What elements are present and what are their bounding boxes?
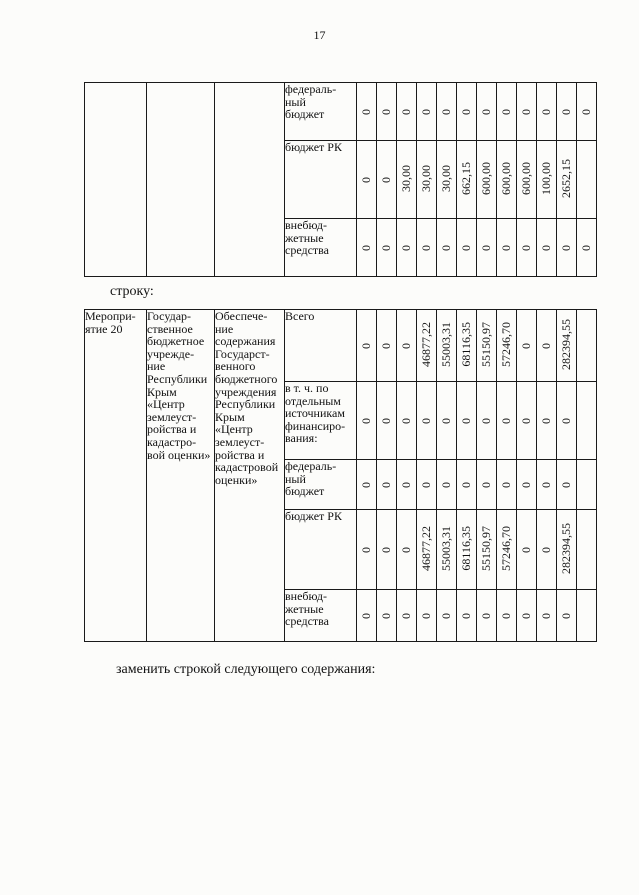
- value-text: 600,00: [519, 161, 534, 195]
- value-text: 0: [539, 343, 554, 350]
- value-cell: [357, 382, 377, 460]
- value-text: 0: [479, 418, 494, 425]
- value-text: 0: [359, 613, 374, 620]
- value-cell: [497, 83, 517, 141]
- value-text: 55150,97: [479, 321, 494, 367]
- value-text: 0: [459, 245, 474, 252]
- value-text: 57246,70: [499, 321, 514, 367]
- value-text: 0: [499, 245, 514, 252]
- value-text: 0: [419, 613, 434, 620]
- value-cell: [397, 590, 417, 642]
- value-cell: [577, 141, 597, 219]
- value-cell: [437, 510, 457, 590]
- value-text: 600,00: [499, 161, 514, 195]
- value-text: 0: [459, 613, 474, 620]
- value-cell: [577, 460, 597, 510]
- value-text: 0: [379, 418, 394, 425]
- value-cell: [557, 510, 577, 590]
- value-cell: [377, 382, 397, 460]
- value-cell: [457, 141, 477, 219]
- value-cell: [557, 382, 577, 460]
- table-previous-rows: [84, 82, 597, 277]
- value-cell: [557, 310, 577, 382]
- value-cell: [557, 460, 577, 510]
- value-text: 0: [519, 418, 534, 425]
- value-text: 0: [419, 418, 434, 425]
- value-text: 0: [519, 109, 534, 116]
- value-text: 0: [439, 613, 454, 620]
- value-text: 0: [579, 109, 594, 116]
- value-text: 57246,70: [499, 525, 514, 571]
- value-cell: [457, 310, 477, 382]
- value-cell: [457, 83, 477, 141]
- value-text: 46877,22: [419, 525, 434, 571]
- value-cell: [477, 382, 497, 460]
- value-cell: [557, 83, 577, 141]
- value-text: 30,00: [419, 164, 434, 192]
- value-cell: [457, 382, 477, 460]
- value-text: 0: [359, 245, 374, 252]
- value-text: 0: [359, 482, 374, 489]
- value-text: 0: [499, 613, 514, 620]
- value-cell: [477, 141, 497, 219]
- empty-cell: [215, 83, 285, 277]
- value-cell: [357, 510, 377, 590]
- value-text: 0: [479, 482, 494, 489]
- value-cell: [517, 590, 537, 642]
- value-text: 55003,31: [439, 321, 454, 367]
- value-text: 0: [419, 482, 434, 489]
- value-cell: [437, 141, 457, 219]
- value-cell: [357, 219, 377, 277]
- value-text: 0: [519, 245, 534, 252]
- value-text: 0: [539, 109, 554, 116]
- value-cell: [357, 460, 377, 510]
- value-text: 0: [579, 245, 594, 252]
- value-cell: [417, 83, 437, 141]
- value-cell: [477, 310, 497, 382]
- value-text: 0: [399, 482, 414, 489]
- value-text: 0: [379, 177, 394, 184]
- value-cell: [497, 460, 517, 510]
- value-cell: [377, 219, 397, 277]
- value-text: 0: [439, 482, 454, 489]
- funding-source-cell: федераль- ный бюджет: [285, 83, 357, 141]
- value-text: 30,00: [439, 164, 454, 192]
- page-number: 17: [313, 28, 326, 42]
- value-text: 55003,31: [439, 525, 454, 571]
- value-cell: [457, 460, 477, 510]
- value-cell: [357, 590, 377, 642]
- value-text: 0: [539, 613, 554, 620]
- value-cell: [497, 590, 517, 642]
- value-text: 0: [399, 343, 414, 350]
- funding-source-cell: Всего: [285, 310, 357, 382]
- value-text: 46877,22: [419, 321, 434, 367]
- value-text: 0: [499, 418, 514, 425]
- value-text: 0: [519, 343, 534, 350]
- value-text: 0: [479, 245, 494, 252]
- value-text: 0: [479, 613, 494, 620]
- value-text: 0: [559, 482, 574, 489]
- value-cell: [397, 382, 417, 460]
- value-text: 100,00: [539, 161, 554, 195]
- value-text: 0: [559, 109, 574, 116]
- caption-before: строку:: [110, 284, 154, 299]
- value-cell: [477, 590, 497, 642]
- value-cell: [417, 510, 437, 590]
- value-cell: [377, 310, 397, 382]
- value-text: 0: [539, 245, 554, 252]
- value-text: 0: [359, 418, 374, 425]
- empty-cell: [85, 83, 147, 277]
- value-cell: [437, 219, 457, 277]
- funding-source-cell: бюджет РК: [285, 141, 357, 219]
- value-cell: [457, 510, 477, 590]
- value-text: 0: [439, 245, 454, 252]
- value-text: 0: [379, 109, 394, 116]
- value-cell: [577, 310, 597, 382]
- value-cell: [457, 590, 477, 642]
- value-cell: [537, 83, 557, 141]
- value-cell: [417, 460, 437, 510]
- value-cell: [417, 590, 437, 642]
- value-text: 0: [399, 613, 414, 620]
- value-cell: [397, 310, 417, 382]
- value-text: 0: [559, 418, 574, 425]
- value-cell: [397, 219, 417, 277]
- value-cell: [397, 141, 417, 219]
- value-cell: [377, 460, 397, 510]
- empty-cell: [147, 83, 215, 277]
- value-text: 0: [359, 343, 374, 350]
- value-text: 0: [559, 245, 574, 252]
- value-text: 0: [359, 547, 374, 554]
- value-text: 0: [419, 109, 434, 116]
- value-cell: [557, 219, 577, 277]
- table-row: [85, 310, 597, 382]
- value-cell: [437, 382, 457, 460]
- value-cell: [417, 310, 437, 382]
- value-cell: [517, 382, 537, 460]
- value-text: 0: [459, 109, 474, 116]
- value-cell: [417, 141, 437, 219]
- value-cell: [497, 382, 517, 460]
- value-text: 0: [499, 482, 514, 489]
- value-text: 0: [539, 482, 554, 489]
- value-text: 0: [539, 547, 554, 554]
- value-text: 0: [379, 547, 394, 554]
- value-cell: [497, 510, 517, 590]
- value-text: 600,00: [479, 161, 494, 195]
- value-cell: [537, 460, 557, 510]
- value-cell: [477, 510, 497, 590]
- executor-cell: Государ- ственное бюджетное учрежде- ние Республики Крым «Центр землеуст- ройства и кадастро- вой оценки»: [147, 310, 215, 642]
- value-cell: [417, 382, 437, 460]
- value-cell: [437, 310, 457, 382]
- value-text: 0: [379, 245, 394, 252]
- funding-source-cell: бюджет РК: [285, 510, 357, 590]
- funding-source-cell: внебюд- жетные средства: [285, 590, 357, 642]
- value-text: 0: [439, 109, 454, 116]
- value-text: 55150,97: [479, 525, 494, 571]
- caption-after: заменить строкой следующего содержания:: [116, 662, 376, 677]
- value-cell: [577, 510, 597, 590]
- value-cell: [537, 219, 557, 277]
- value-text: 0: [479, 109, 494, 116]
- value-text: 0: [379, 482, 394, 489]
- value-cell: [377, 590, 397, 642]
- value-cell: [577, 83, 597, 141]
- value-cell: [537, 510, 557, 590]
- value-cell: [437, 590, 457, 642]
- table-measure-20: [84, 309, 597, 642]
- value-cell: [357, 310, 377, 382]
- table-row: [85, 83, 597, 141]
- value-cell: [397, 460, 417, 510]
- value-text: 0: [359, 109, 374, 116]
- value-text: 0: [439, 418, 454, 425]
- value-text: 0: [379, 613, 394, 620]
- value-cell: [517, 510, 537, 590]
- funding-source-cell: федераль- ный бюджет: [285, 460, 357, 510]
- funding-source-cell: в т. ч. по отдельным источникам финансиро- вания:: [285, 382, 357, 460]
- measure-name-cell: Меропри- ятие 20: [85, 310, 147, 642]
- value-text: 68116,35: [459, 525, 474, 571]
- value-cell: [577, 590, 597, 642]
- value-text: 0: [519, 482, 534, 489]
- value-text: 30,00: [399, 164, 414, 192]
- value-cell: [517, 310, 537, 382]
- value-cell: [557, 590, 577, 642]
- value-cell: [537, 310, 557, 382]
- value-text: 0: [379, 343, 394, 350]
- value-text: 2652,15: [559, 158, 574, 198]
- value-cell: [457, 219, 477, 277]
- value-text: 0: [399, 109, 414, 116]
- value-cell: [537, 382, 557, 460]
- value-cell: [397, 510, 417, 590]
- value-text: 0: [419, 245, 434, 252]
- value-cell: [477, 83, 497, 141]
- value-cell: [477, 219, 497, 277]
- value-text: 0: [499, 109, 514, 116]
- value-text: 0: [539, 418, 554, 425]
- value-text: 282394,55: [559, 522, 574, 574]
- value-cell: [477, 460, 497, 510]
- funding-source-cell: внебюд- жетные средства: [285, 219, 357, 277]
- value-cell: [537, 590, 557, 642]
- value-cell: [517, 83, 537, 141]
- value-cell: [577, 382, 597, 460]
- value-cell: [497, 310, 517, 382]
- value-cell: [357, 141, 377, 219]
- value-cell: [377, 141, 397, 219]
- value-cell: [497, 141, 517, 219]
- value-cell: [437, 460, 457, 510]
- value-text: 282394,55: [559, 318, 574, 370]
- content-cell: Обеспече- ние содержания Государст- венного бюджетного учреждения Республики Крым «Центр землеуст- ройства и кадастровой оценки»: [215, 310, 285, 642]
- value-cell: [397, 83, 417, 141]
- value-text: 0: [519, 613, 534, 620]
- value-cell: [437, 83, 457, 141]
- value-cell: [517, 141, 537, 219]
- value-cell: [357, 83, 377, 141]
- value-cell: [377, 510, 397, 590]
- value-text: 662,15: [459, 161, 474, 195]
- value-text: 0: [359, 177, 374, 184]
- value-text: 0: [519, 547, 534, 554]
- value-text: 0: [399, 547, 414, 554]
- value-cell: [517, 219, 537, 277]
- value-cell: [377, 83, 397, 141]
- value-text: 0: [399, 418, 414, 425]
- value-cell: [577, 219, 597, 277]
- value-cell: [557, 141, 577, 219]
- value-cell: [517, 460, 537, 510]
- value-text: 0: [459, 418, 474, 425]
- value-cell: [537, 141, 557, 219]
- value-text: 0: [559, 613, 574, 620]
- value-text: 0: [399, 245, 414, 252]
- value-cell: [417, 219, 437, 277]
- value-cell: [497, 219, 517, 277]
- value-text: 0: [459, 482, 474, 489]
- value-text: 68116,35: [459, 321, 474, 367]
